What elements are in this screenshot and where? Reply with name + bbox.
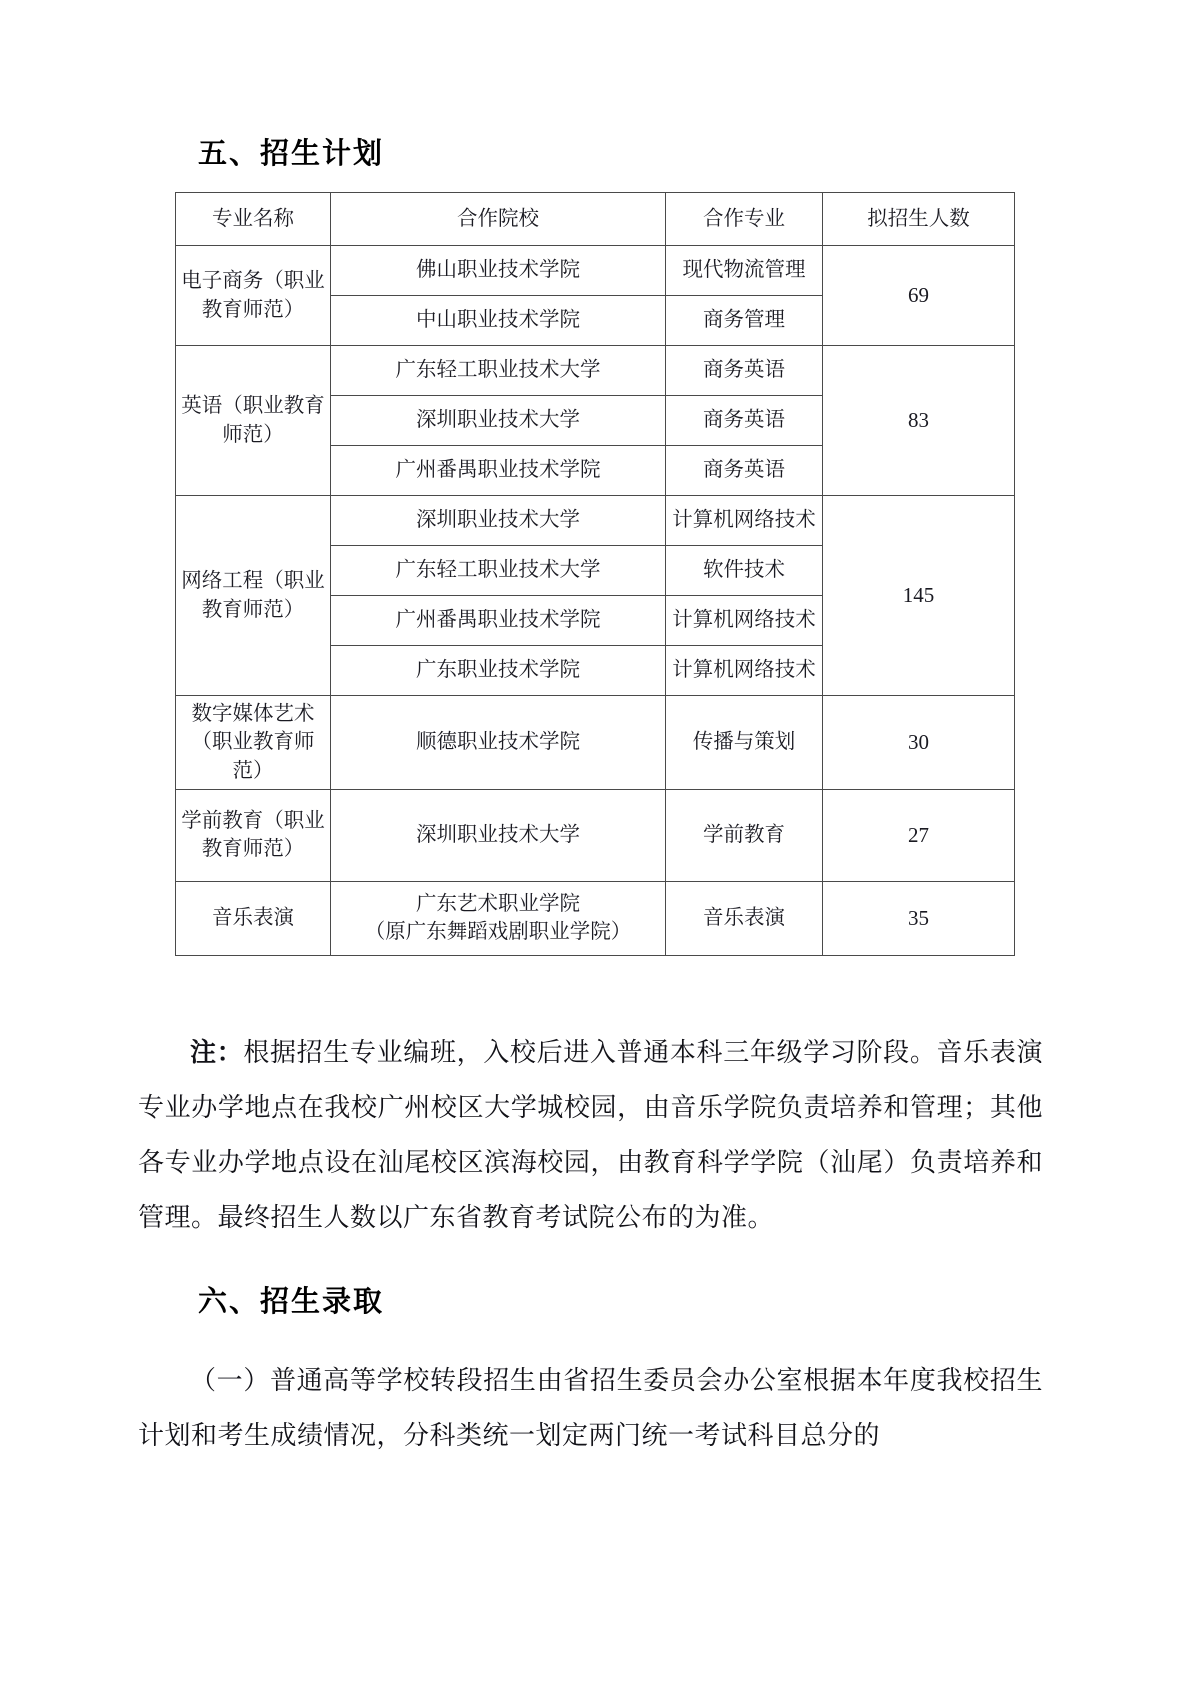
cell-major: 网络工程（职业教育师范） (176, 496, 331, 696)
table-header-row (176, 193, 1015, 246)
cell-major: 英语（职业教育师范） (176, 346, 331, 496)
partner-school-line-primary: 广东艺术职业学院 (416, 893, 580, 916)
cell-partner-school: 深圳职业技术大学 (331, 396, 666, 446)
column-header-major: 专业名称 (176, 193, 331, 246)
cell-partner-school: 顺德职业技术学院 (331, 696, 666, 790)
table-row (176, 346, 1015, 396)
table-row (176, 881, 1015, 955)
cell-partner-school: 广东职业技术学院 (331, 646, 666, 696)
cell-partner-major: 计算机网络技术 (666, 646, 823, 696)
cell-partner-major: 软件技术 (666, 546, 823, 596)
cell-partner-major: 传播与策划 (666, 696, 823, 790)
cell-quota: 83 (823, 346, 1015, 496)
cell-quota: 27 (823, 789, 1015, 881)
enrollment-plan-table (175, 192, 1015, 956)
cell-partner-major: 商务英语 (666, 446, 823, 496)
note-text: 根据招生专业编班，入校后进入普通本科三年级学习阶段。音乐表演专业办学地点在我校广州校区大学城校园，由音乐学院负责培养和管理；其他各专业办学地点设在汕尾校区滨海校园，由教育科学学院（汕尾）负责培养和管理。最终招生人数以广东省教育考试院公布的为准。 (138, 1038, 1043, 1233)
partner-school-line-former-name: （原广东舞蹈戏剧职业学院） (364, 921, 632, 944)
section-heading-admission: 六、招生录取 (198, 1284, 385, 1318)
cell-partner-major: 计算机网络技术 (666, 596, 823, 646)
column-header-partner-school: 合作院校 (331, 193, 666, 246)
cell-quota: 35 (823, 881, 1015, 955)
enrollment-plan-note (138, 1026, 1043, 1246)
cell-partner-school: 广东轻工职业技术大学 (331, 546, 666, 596)
table-row (176, 789, 1015, 881)
column-header-quota: 拟招生人数 (823, 193, 1015, 246)
table-row (176, 696, 1015, 790)
section-heading-enrollment-plan: 五、招生计划 (198, 136, 385, 170)
admission-paragraph-one: （一）普通高等学校转段招生由省招生委员会办公室根据本年度我校招生计划和考生成绩情况，分科类统一划定两门统一考试科目总分的 (138, 1366, 1043, 1451)
note-label: 注： (190, 1038, 244, 1068)
cell-partner-school: 深圳职业技术大学 (331, 789, 666, 881)
column-header-partner-major: 合作专业 (666, 193, 823, 246)
cell-partner-major: 音乐表演 (666, 881, 823, 955)
cell-major: 电子商务（职业教育师范） (176, 246, 331, 346)
table-row (176, 246, 1015, 296)
cell-partner-school: 广东轻工职业技术大学 (331, 346, 666, 396)
cell-partner-major: 商务管理 (666, 296, 823, 346)
cell-partner-school: 佛山职业技术学院 (331, 246, 666, 296)
cell-major: 音乐表演 (176, 881, 331, 955)
cell-partner-major: 学前教育 (666, 789, 823, 881)
cell-partner-school: 中山职业技术学院 (331, 296, 666, 346)
cell-partner-major: 计算机网络技术 (666, 496, 823, 546)
cell-quota: 69 (823, 246, 1015, 346)
cell-major: 数字媒体艺术（职业教育师范） (176, 696, 331, 790)
cell-partner-major: 商务英语 (666, 396, 823, 446)
cell-quota: 145 (823, 496, 1015, 696)
cell-quota: 30 (823, 696, 1015, 790)
cell-partner-school: 广州番禺职业技术学院 (331, 446, 666, 496)
cell-partner-major: 商务英语 (666, 346, 823, 396)
cell-partner-major: 现代物流管理 (666, 246, 823, 296)
cell-partner-school: 深圳职业技术大学 (331, 496, 666, 546)
enrollment-plan-table-wrapper (175, 192, 1014, 956)
cell-partner-school: 广州番禺职业技术学院 (331, 596, 666, 646)
table-row (176, 496, 1015, 546)
cell-partner-school (331, 881, 666, 955)
cell-major: 学前教育（职业教育师范） (176, 789, 331, 881)
